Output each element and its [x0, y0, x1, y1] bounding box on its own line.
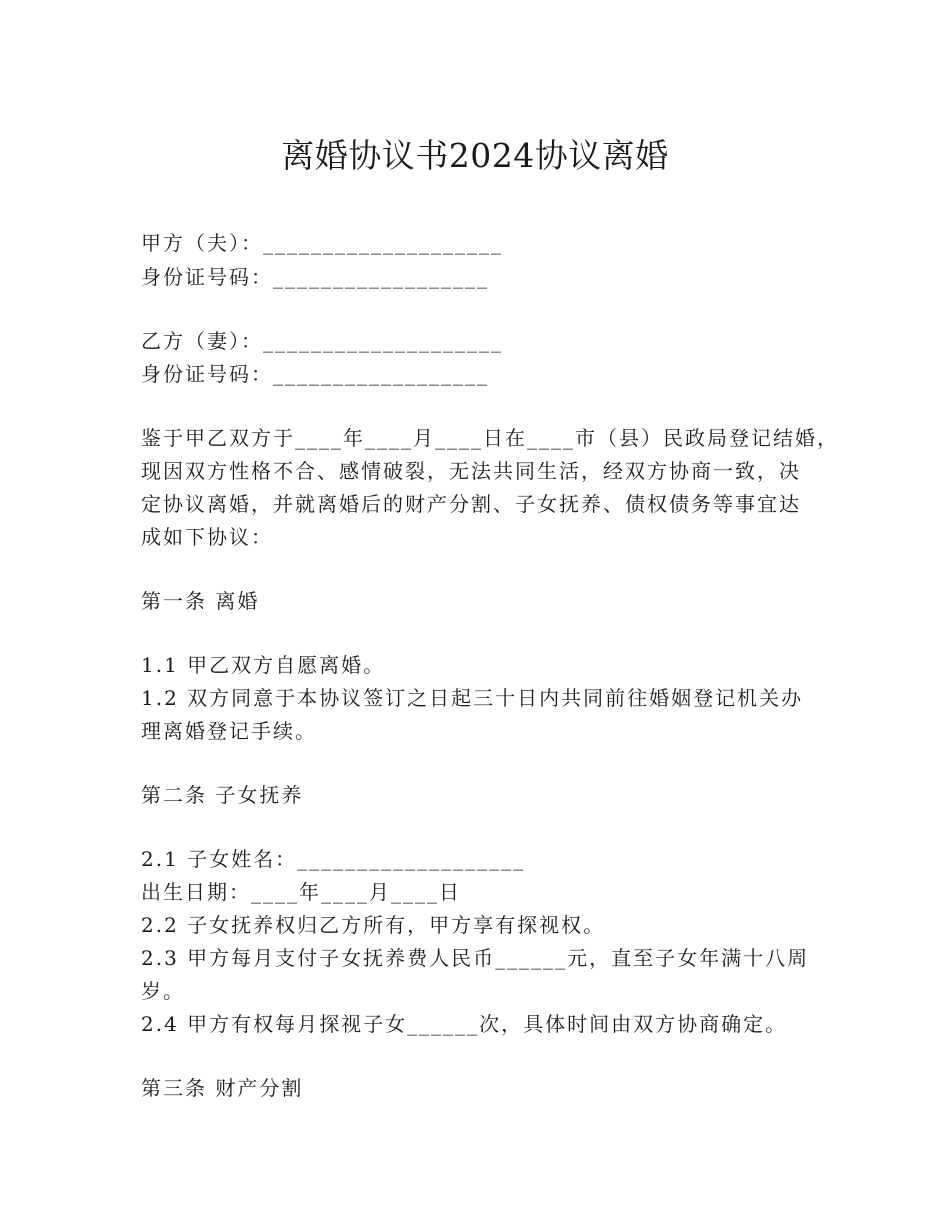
party-b-name-line: 乙方（妻）：____________________: [141, 329, 503, 353]
birth-date-line: 出生日期：____年____月____日: [141, 880, 461, 904]
clause-2-3-line-1: 2.3 甲方每月支付子女抚养费人民币______元，直至子女年满十八周: [141, 946, 810, 970]
preamble-line-2: 现因双方性格不合、感情破裂，无法共同生活，经双方协商一致，决: [141, 459, 801, 483]
article-1-heading: 第一条 离婚: [141, 589, 260, 613]
preamble-line-3: 定协议离婚，并就离婚后的财产分割、子女抚养、债权债务等事宜达: [141, 492, 801, 516]
clause-1-1: 1.1 甲乙双方自愿离婚。: [141, 653, 386, 677]
preamble-line-1: 鉴于甲乙双方于____年____月____日在____市（县）民政局登记结婚，: [141, 426, 839, 450]
party-a-name-line: 甲方（夫）：____________________: [141, 231, 503, 255]
party-a-id-line: 身份证号码：__________________: [141, 265, 489, 289]
clause-1-2-line-2: 理离婚登记手续。: [141, 719, 317, 743]
document-title: 离婚协议书2024协议离婚: [281, 136, 669, 175]
clause-2-3-line-2: 岁。: [141, 979, 185, 1003]
clause-1-2-line-1: 1.2 双方同意于本协议签订之日起三十日内共同前往婚姻登记机关办: [141, 686, 804, 710]
party-b-id-line: 身份证号码：__________________: [141, 362, 489, 386]
clause-2-4: 2.4 甲方有权每月探视子女______次，具体时间由双方协商确定。: [141, 1012, 788, 1036]
article-2-heading: 第二条 子女抚养: [141, 783, 304, 807]
clause-2-2: 2.2 子女抚养权归乙方所有，甲方享有探视权。: [141, 913, 606, 937]
preamble-line-4: 成如下协议：: [141, 525, 273, 549]
article-3-heading: 第三条 财产分割: [141, 1076, 304, 1100]
clause-2-1: 2.1 子女姓名：___________________: [141, 847, 526, 871]
